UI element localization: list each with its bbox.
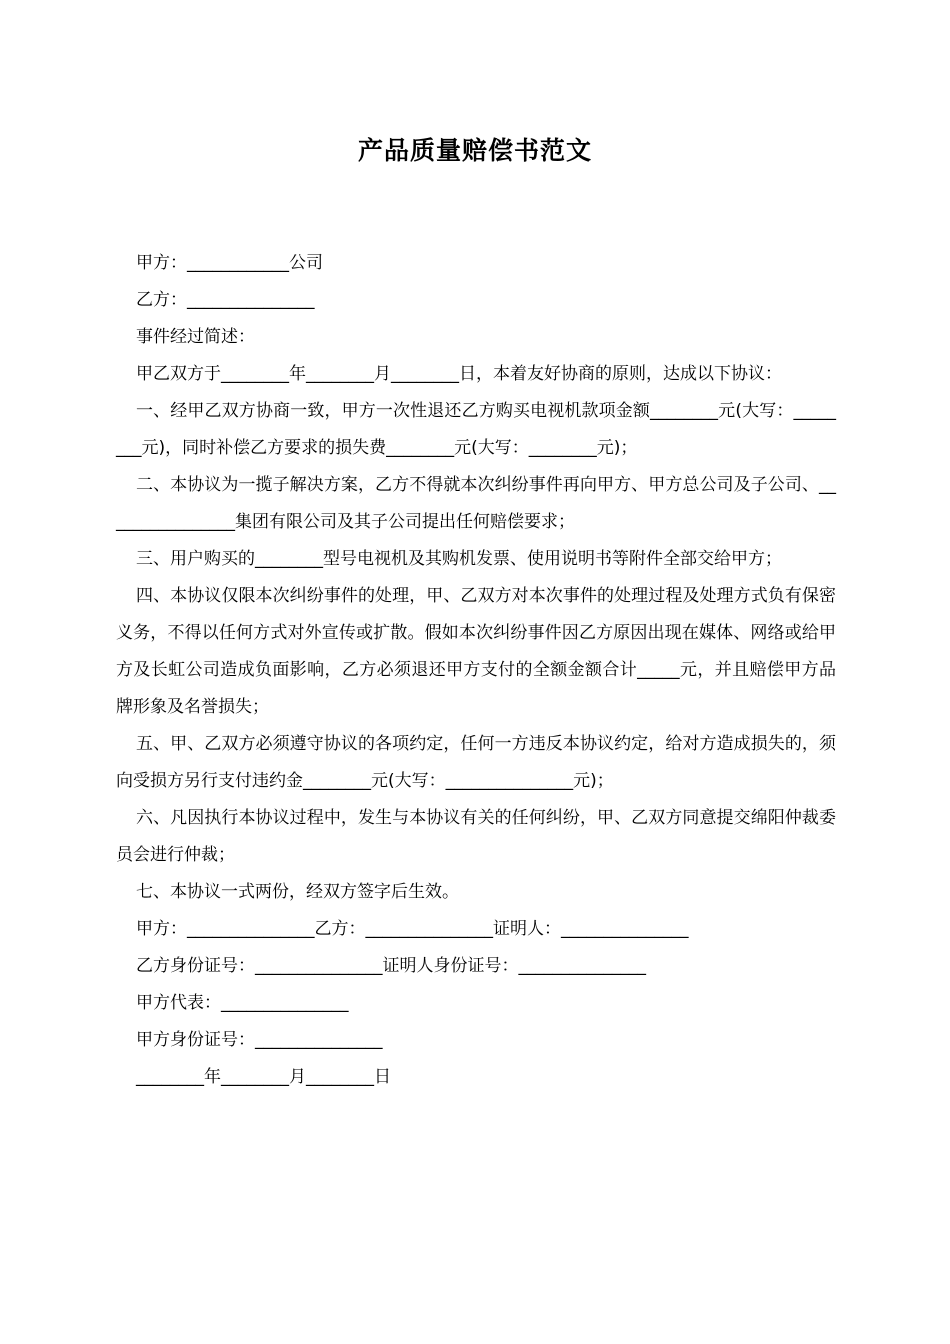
document-body	[116, 245, 836, 1096]
clause-1: 一、经甲乙双方协商一致，甲方一次性退还乙方购买电视机款项金额________元(大写：________元)，同时补偿乙方要求的损失费________元(大写：________元)；	[116, 401, 836, 458]
event-summary-label: 事件经过简述：	[136, 327, 255, 347]
document-title: 产品质量赔偿书范文	[357, 136, 592, 165]
id-number-line: 乙方身份证号：_______________证明人身份证号：_______________	[136, 956, 646, 976]
signature-line: 甲方：_______________乙方：_______________证明人：_______________	[136, 919, 689, 939]
party-a-line: 甲方：____________公司	[136, 253, 323, 273]
clause-2: 二、本协议为一揽子解决方案，乙方不得就本次纠纷事件再向甲方、甲方总公司及子公司、________________集团有限公司及其子公司提出任何赔偿要求；	[116, 475, 836, 532]
clause-6: 六、凡因执行本协议过程中，发生与本协议有关的任何纠纷，甲、乙双方同意提交绵阳仲裁委员会进行仲裁；	[116, 808, 836, 865]
party-b-line: 乙方：_______________	[136, 290, 315, 310]
clause-5: 五、甲、乙双方必须遵守协议的各项约定，任何一方违反本协议约定，给对方造成损失的，须向受损方另行支付违约金________元(大写：_______________元)；	[116, 734, 836, 791]
date-line: ________年________月________日	[136, 1067, 391, 1087]
clause-3: 三、用户购买的________型号电视机及其购机发票、使用说明书等附件全部交给甲方；	[136, 549, 782, 569]
clause-7: 七、本协议一式两份，经双方签字后生效。	[136, 882, 459, 902]
agreement-intro: 甲乙双方于________年________月________日，本着友好协商的原则，达成以下协议：	[136, 364, 782, 384]
party-a-representative-line: 甲方代表：_______________	[136, 993, 349, 1013]
party-a-id-line: 甲方身份证号：_______________	[136, 1030, 383, 1050]
clause-4: 四、本协议仅限本次纠纷事件的处理，甲、乙双方对本次事件的处理过程及处理方式负有保密义务，不得以任何方式对外宣传或扩散。假如本次纠纷事件因乙方原因出现在媒体、网络或给甲方及长虹公司造成负面影响，乙方必须退还甲方支付的全额金额合计_____元，并且赔偿甲方品牌形象及名誉损失；	[116, 586, 836, 717]
